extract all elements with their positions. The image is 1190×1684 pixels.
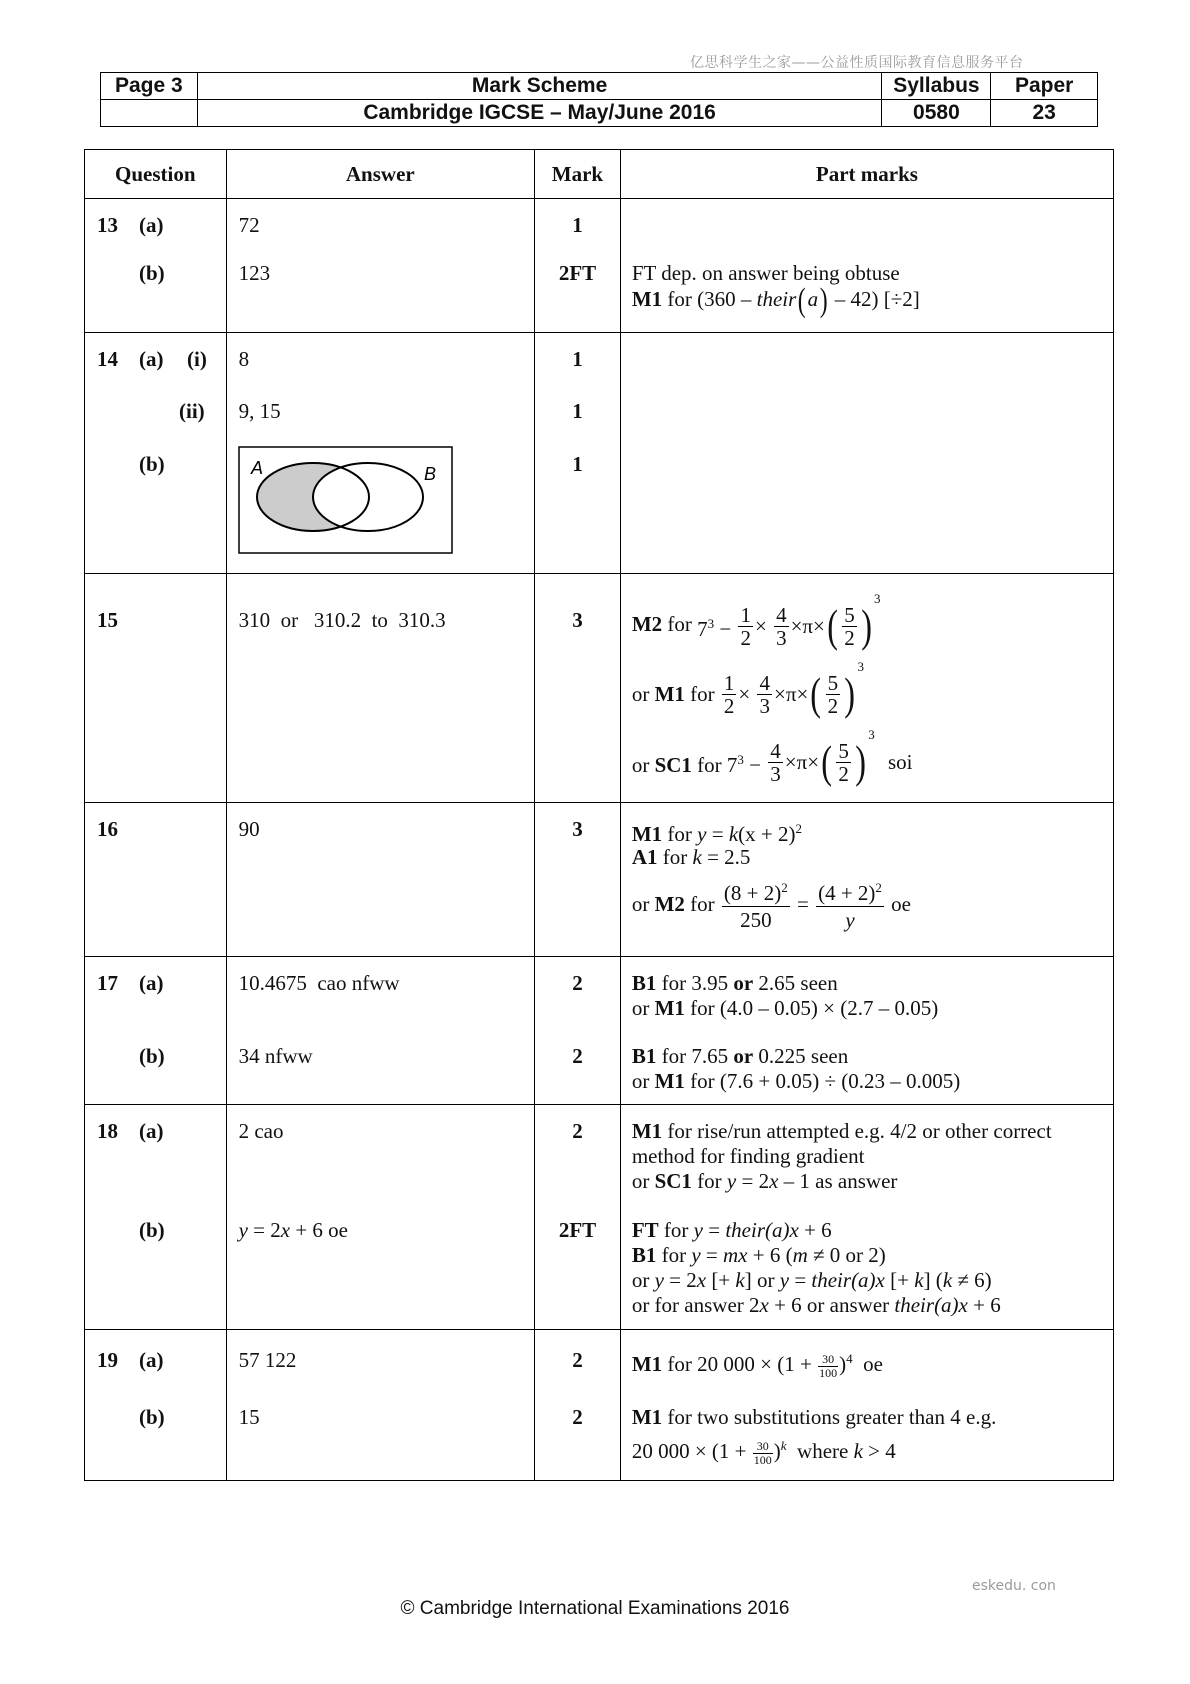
part-mark-text: or SC1 for y = 2x – 1 as answer [631,1169,898,1193]
mark-value: 1 [572,347,583,371]
mark-value: 1 [572,399,583,423]
part-label: (a) [139,1348,164,1372]
part-mark-formula-m1: or M1 for $\frac{1}{2}$ × $\frac{4}{3}$ ×π×( $\frac{5}{2}$ )$^3$ [631,659,864,720]
table-row-q18 [85,1105,1114,1330]
answer-text: 90 [238,817,260,841]
part-mark-text: or for answer 2x + 6 or answer their(a)x + 6 [631,1293,1001,1317]
part-label: (b) [139,261,165,285]
answer-text: 72 [238,213,260,237]
part-label: (b) [139,1044,165,1068]
question-number: 16 [97,817,118,841]
answer-text: 15 [238,1405,260,1429]
part-mark-text: A1 for k = 2.5 [631,845,751,869]
col-mark: Mark [535,150,621,199]
table-header-row [85,150,1114,199]
copyright-footer: © Cambridge International Examinations 2016 [400,1598,790,1619]
exam-name: Cambridge IGCSE – May/June 2016 [197,100,882,127]
table-row-q16 [85,803,1114,957]
mark-value: 1 [572,452,583,476]
part-mark-formula: or M2 for $\frac{(8 + 2)^2}{250}$ = $\frac{(4 + 2)^2}{y}$ oe [632,875,911,933]
question-number: 14 [97,347,118,371]
paper-number: 23 [991,100,1098,127]
col-answer: Answer [226,150,534,199]
mark-value: 2 [572,1405,583,1429]
watermark-bottom: eskedu. con [972,1578,1056,1594]
venn-diagram [238,446,454,556]
part-mark-text: M1 for rise/run attempted e.g. 4/2 or other correct [631,1119,1052,1143]
answer-text: 10.4675 cao nfww [238,971,400,995]
part-label: (b) [139,1405,165,1429]
part-label: (ii) [179,399,205,423]
mark-value: 2 [572,1348,583,1372]
part-mark-text: M1 for two substitutions greater than 4 e.g. [631,1405,997,1429]
venn-label-b: B [423,464,436,484]
part-mark-formula-sc1: or SC1 for $7^3$ − $\frac{4}{3}$ ×π×( $\frac{5}{2}$ )$^3$ soi [631,727,913,788]
answer-text: 8 [238,347,250,371]
col-part-marks: Part marks [620,150,1113,199]
part-label: (b) [139,452,165,476]
mark-value: 3 [572,817,583,841]
part-label: (i) [187,347,207,371]
mark-scheme-table [84,149,1114,1481]
part-mark-text: method for finding gradient [631,1144,865,1168]
part-label: (b) [139,1218,165,1242]
answer-text: 57 122 [238,1348,297,1372]
part-label: (a) [139,213,164,237]
answer-text: 123 [238,261,271,285]
page-header [100,72,1098,127]
table-row-q13 [85,199,1114,333]
part-mark-formula-m2: M2 for $7^3$ − $\frac{1}{2}$ × $\frac{4}{3}$ ×π×( $\frac{5}{2}$ )$^3$ [631,591,881,652]
answer-text: 2 cao [238,1119,284,1143]
part-mark-text: or M1 for (4.0 – 0.05) × (2.7 – 0.05) [631,996,939,1020]
part-mark-text: B1 for y = mx + 6 (m ≠ 0 or 2) [631,1243,886,1267]
syllabus-label: Syllabus [882,73,991,100]
table-row-q17 [85,957,1114,1105]
question-number: 13 [97,213,118,237]
watermark-top: 亿思科学生之家——公益性质国际教育信息服务平台 [690,55,1024,71]
answer-text: y = 2x + 6 oe [238,1218,349,1242]
mark-value: 1 [572,213,583,237]
table-row-q15 [85,574,1114,803]
part-label: (a) [139,347,164,371]
part-mark-text: FT for y = their(a)x + 6 [631,1218,832,1242]
part-mark-text: B1 for 7.65 or 0.225 seen [631,1044,849,1068]
question-number: 17 [97,971,118,995]
part-mark-text: or y = 2x [+ k] or y = their(a)x [+ k] (k ≠ 6) [631,1268,992,1292]
question-number: 19 [97,1348,118,1372]
answer-text: 310 or 310.2 to 310.3 [238,608,446,632]
part-mark-text: B1 for 3.95 or 2.65 seen [631,971,838,995]
answer-text: 9, 15 [238,399,281,423]
part-label: (a) [139,1119,164,1143]
mark-value: 2 [572,1044,583,1068]
part-label: (a) [139,971,164,995]
question-number: 15 [97,608,118,632]
mark-value: 2 [572,1119,583,1143]
col-question: Question [85,150,227,199]
venn-label-a: A [250,458,263,478]
mark-value: 2 [572,971,583,995]
part-mark-text: M1 for (360 – their(a) – 42) [÷2] [631,282,920,320]
header-blank [101,100,198,127]
part-mark-text: M1 for $y = k(x + 2)^2$ [631,821,802,846]
header-title: Mark Scheme [197,73,882,100]
mark-value: 3 [572,608,583,632]
question-number: 18 [97,1119,118,1143]
answer-text: 34 nfww [238,1044,313,1068]
page-number: Page 3 [101,73,198,100]
part-mark-formula: 20 000 × (1 + $\frac{30}{100}$ )$^k$ where k > 4 [631,1438,896,1467]
syllabus-code: 0580 [882,100,991,127]
part-mark-text: or M1 for (7.6 + 0.05) ÷ (0.23 – 0.005) [631,1069,961,1093]
part-mark-formula: M1 for 20 000 × (1 + $\frac{30}{100}$ )$^4$ oe [631,1351,883,1380]
table-row-q14 [85,333,1114,574]
part-mark-text: FT dep. on answer being obtuse [631,261,900,285]
paper-label: Paper [991,73,1098,100]
table-row-q19 [85,1330,1114,1481]
mark-value: 2FT [558,261,597,285]
mark-value: 2FT [558,1218,597,1242]
